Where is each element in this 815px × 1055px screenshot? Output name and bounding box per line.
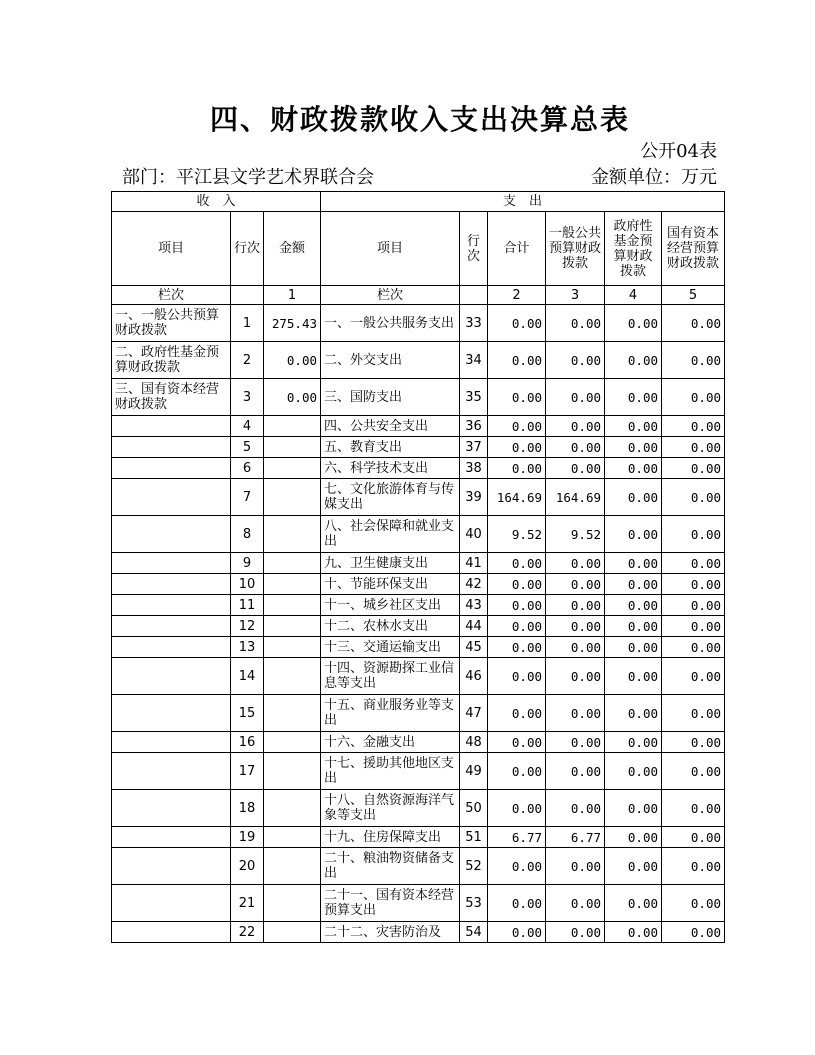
exp-col-label: 栏次 (321, 286, 460, 305)
budget-table (111, 191, 725, 943)
general-budget-amount: 0.00 (546, 658, 605, 695)
general-budget-amount: 0.00 (546, 595, 605, 616)
gov-fund-amount: 0.00 (605, 827, 662, 848)
empty-cell (231, 286, 264, 305)
income-line-no: 8 (231, 516, 264, 553)
total-amount: 0.00 (488, 437, 546, 458)
expense-line-no: 54 (460, 922, 488, 943)
state-capital-amount: 0.00 (662, 637, 725, 658)
expense-item: 十一、城乡社区支出 (321, 595, 460, 616)
income-amount (264, 416, 321, 437)
gov-fund-amount: 0.00 (605, 637, 662, 658)
general-budget-amount: 6.77 (546, 827, 605, 848)
gov-fund-amount: 0.00 (605, 595, 662, 616)
state-capital-amount: 0.00 (662, 458, 725, 479)
income-amount (264, 595, 321, 616)
gov-fund-amount: 0.00 (605, 516, 662, 553)
total-amount: 0.00 (488, 553, 546, 574)
income-amount (264, 458, 321, 479)
expense-item: 十、节能环保支出 (321, 574, 460, 595)
expense-line-no: 48 (460, 732, 488, 753)
income-amount: 0.00 (264, 379, 321, 416)
total-amount: 0.00 (488, 732, 546, 753)
expense-line-no: 46 (460, 658, 488, 695)
expense-line-no: 35 (460, 379, 488, 416)
state-capital-amount: 0.00 (662, 305, 725, 342)
income-line-no: 16 (231, 732, 264, 753)
income-line-no: 1 (231, 305, 264, 342)
state-capital-amount: 0.00 (662, 658, 725, 695)
income-item: 二、政府性基金预算财政拨款 (112, 342, 231, 379)
income-item (112, 922, 231, 943)
total-amount: 0.00 (488, 922, 546, 943)
income-amount (264, 553, 321, 574)
income-amount (264, 790, 321, 827)
table-row (112, 516, 725, 553)
income-line-no: 19 (231, 827, 264, 848)
general-budget-amount: 164.69 (546, 479, 605, 516)
expense-line-no: 39 (460, 479, 488, 516)
general-budget-amount: 0.00 (546, 753, 605, 790)
income-item: 三、国有资本经营财政拨款 (112, 379, 231, 416)
expense-item: 十三、交通运输支出 (321, 637, 460, 658)
income-amount (264, 732, 321, 753)
state-capital-amount: 0.00 (662, 695, 725, 732)
income-item (112, 595, 231, 616)
income-header: 收 入 (112, 192, 321, 212)
state-capital-amount: 0.00 (662, 553, 725, 574)
income-line-no: 22 (231, 922, 264, 943)
expense-line-no: 43 (460, 595, 488, 616)
income-item (112, 637, 231, 658)
gov-fund-amount: 0.00 (605, 658, 662, 695)
table-row (112, 885, 725, 922)
table-row (112, 922, 725, 943)
table-row (112, 458, 725, 479)
state-capital-amount: 0.00 (662, 790, 725, 827)
income-amount: 0.00 (264, 342, 321, 379)
expense-item: 二、外交支出 (321, 342, 460, 379)
expense-header: 支 出 (321, 192, 725, 212)
income-item (112, 437, 231, 458)
expense-line-header: 行次 (460, 212, 488, 286)
general-budget-amount: 0.00 (546, 574, 605, 595)
total-amount: 0.00 (488, 595, 546, 616)
income-line-no: 3 (231, 379, 264, 416)
income-item (112, 848, 231, 885)
col-2: 2 (488, 286, 546, 305)
state-capital-amount: 0.00 (662, 616, 725, 637)
table-row (112, 305, 725, 342)
expense-item: 十七、援助其他地区支出 (321, 753, 460, 790)
income-line-no: 20 (231, 848, 264, 885)
state-capital-amount: 0.00 (662, 479, 725, 516)
income-item (112, 516, 231, 553)
income-item (112, 479, 231, 516)
col-5: 5 (662, 286, 725, 305)
state-capital-amount: 0.00 (662, 437, 725, 458)
income-line-no: 6 (231, 458, 264, 479)
income-line-header: 行次 (231, 212, 264, 286)
expense-line-no: 45 (460, 637, 488, 658)
income-item (112, 616, 231, 637)
income-line-no: 9 (231, 553, 264, 574)
state-capital-amount: 0.00 (662, 732, 725, 753)
table-row (112, 342, 725, 379)
income-item (112, 458, 231, 479)
income-line-no: 21 (231, 885, 264, 922)
income-amount (264, 695, 321, 732)
income-amount (264, 437, 321, 458)
total-amount: 0.00 (488, 379, 546, 416)
general-budget-amount: 9.52 (546, 516, 605, 553)
general-budget-amount: 0.00 (546, 732, 605, 753)
gov-fund-amount: 0.00 (605, 848, 662, 885)
total-amount: 164.69 (488, 479, 546, 516)
gov-fund-amount: 0.00 (605, 479, 662, 516)
state-capital-amount: 0.00 (662, 885, 725, 922)
table-row (112, 732, 725, 753)
expense-line-no: 33 (460, 305, 488, 342)
expense-item: 一、一般公共服务支出 (321, 305, 460, 342)
income-item (112, 827, 231, 848)
gov-fund-amount: 0.00 (605, 885, 662, 922)
expense-item: 五、教育支出 (321, 437, 460, 458)
expense-line-no: 38 (460, 458, 488, 479)
expense-line-no: 47 (460, 695, 488, 732)
unit-label: 金额单位：万元 (591, 167, 717, 188)
expense-item: 九、卫生健康支出 (321, 553, 460, 574)
income-line-no: 17 (231, 753, 264, 790)
col-1: 1 (264, 286, 321, 305)
state-capital-header: 国有资本经营预算财政拨款 (662, 212, 725, 286)
table-row (112, 827, 725, 848)
general-budget-amount: 0.00 (546, 342, 605, 379)
general-budget-amount: 0.00 (546, 437, 605, 458)
general-budget-amount: 0.00 (546, 553, 605, 574)
income-item (112, 885, 231, 922)
table-row (112, 695, 725, 732)
page-title: 四、财政拨款收入支出决算总表 (209, 103, 630, 136)
expense-line-no: 42 (460, 574, 488, 595)
expense-line-no: 34 (460, 342, 488, 379)
income-line-no: 4 (231, 416, 264, 437)
expense-item: 二十二、灾害防治及 (321, 922, 460, 943)
total-amount: 0.00 (488, 637, 546, 658)
table-row (112, 658, 725, 695)
income-item (112, 658, 231, 695)
income-line-no: 7 (231, 479, 264, 516)
table-row (112, 437, 725, 458)
expense-line-no: 44 (460, 616, 488, 637)
expense-line-no: 49 (460, 753, 488, 790)
income-amount: 275.43 (264, 305, 321, 342)
income-amount (264, 637, 321, 658)
general-budget-amount: 0.00 (546, 305, 605, 342)
state-capital-amount: 0.00 (662, 848, 725, 885)
gov-fund-amount: 0.00 (605, 458, 662, 479)
general-budget-amount: 0.00 (546, 922, 605, 943)
total-amount: 0.00 (488, 695, 546, 732)
income-item (112, 574, 231, 595)
state-capital-amount: 0.00 (662, 574, 725, 595)
state-capital-amount: 0.00 (662, 379, 725, 416)
expense-item: 十九、住房保障支出 (321, 827, 460, 848)
state-capital-amount: 0.00 (662, 416, 725, 437)
income-line-no: 15 (231, 695, 264, 732)
general-budget-amount: 0.00 (546, 885, 605, 922)
income-item (112, 753, 231, 790)
col-label: 栏次 (112, 286, 231, 305)
total-amount: 0.00 (488, 848, 546, 885)
empty-cell (460, 286, 488, 305)
income-amount (264, 616, 321, 637)
total-amount: 0.00 (488, 790, 546, 827)
income-line-no: 12 (231, 616, 264, 637)
gov-fund-amount: 0.00 (605, 922, 662, 943)
total-amount: 0.00 (488, 885, 546, 922)
income-item (112, 732, 231, 753)
table-row (112, 616, 725, 637)
income-amount (264, 848, 321, 885)
expense-line-no: 53 (460, 885, 488, 922)
gov-fund-amount: 0.00 (605, 305, 662, 342)
gov-fund-amount: 0.00 (605, 379, 662, 416)
state-capital-amount: 0.00 (662, 753, 725, 790)
expense-line-no: 41 (460, 553, 488, 574)
income-line-no: 2 (231, 342, 264, 379)
gov-fund-amount: 0.00 (605, 732, 662, 753)
income-line-no: 10 (231, 574, 264, 595)
general-budget-amount: 0.00 (546, 695, 605, 732)
table-row (112, 553, 725, 574)
state-capital-amount: 0.00 (662, 595, 725, 616)
expense-item-header: 项目 (321, 212, 460, 286)
form-code: 公开04表 (640, 141, 717, 162)
gov-fund-amount: 0.00 (605, 342, 662, 379)
income-line-no: 18 (231, 790, 264, 827)
income-item (112, 790, 231, 827)
expense-line-no: 50 (460, 790, 488, 827)
total-amount: 0.00 (488, 458, 546, 479)
expense-item: 六、科学技术支出 (321, 458, 460, 479)
total-amount: 0.00 (488, 305, 546, 342)
income-line-no: 5 (231, 437, 264, 458)
general-budget-amount: 0.00 (546, 416, 605, 437)
gov-fund-amount: 0.00 (605, 616, 662, 637)
income-item (112, 695, 231, 732)
expense-item: 十六、金融支出 (321, 732, 460, 753)
state-capital-amount: 0.00 (662, 827, 725, 848)
expense-line-no: 40 (460, 516, 488, 553)
table-row (112, 479, 725, 516)
table-row (112, 790, 725, 827)
total-amount: 0.00 (488, 342, 546, 379)
income-line-no: 11 (231, 595, 264, 616)
expense-line-no: 51 (460, 827, 488, 848)
gov-fund-amount: 0.00 (605, 695, 662, 732)
income-amount (264, 922, 321, 943)
total-amount: 0.00 (488, 574, 546, 595)
expense-item: 十四、资源勘探工业信息等支出 (321, 658, 460, 695)
income-amount (264, 827, 321, 848)
income-amount-header: 金额 (264, 212, 321, 286)
table-row (112, 574, 725, 595)
general-budget-amount: 0.00 (546, 848, 605, 885)
income-amount (264, 516, 321, 553)
income-line-no: 14 (231, 658, 264, 695)
table-row (112, 595, 725, 616)
income-amount (264, 753, 321, 790)
gov-fund-amount: 0.00 (605, 553, 662, 574)
gov-fund-amount: 0.00 (605, 416, 662, 437)
expense-item: 二十一、国有资本经营预算支出 (321, 885, 460, 922)
general-budget-amount: 0.00 (546, 616, 605, 637)
income-amount (264, 479, 321, 516)
total-header: 合计 (488, 212, 546, 286)
table-row (112, 848, 725, 885)
total-amount: 9.52 (488, 516, 546, 553)
expense-item: 四、公共安全支出 (321, 416, 460, 437)
general-budget-header: 一般公共预算财政拨款 (546, 212, 605, 286)
department-label: 部门：平江县文学艺术界联合会 (122, 167, 374, 188)
expense-item: 二十、粮油物资储备支出 (321, 848, 460, 885)
income-item: 一、一般公共预算财政拨款 (112, 305, 231, 342)
gov-fund-amount: 0.00 (605, 753, 662, 790)
total-amount: 0.00 (488, 658, 546, 695)
general-budget-amount: 0.00 (546, 790, 605, 827)
state-capital-amount: 0.00 (662, 922, 725, 943)
expense-line-no: 37 (460, 437, 488, 458)
expense-item: 十八、自然资源海洋气象等支出 (321, 790, 460, 827)
income-line-no: 13 (231, 637, 264, 658)
income-item-header: 项目 (112, 212, 231, 286)
general-budget-amount: 0.00 (546, 458, 605, 479)
table-row (112, 416, 725, 437)
expense-item: 十五、商业服务业等支出 (321, 695, 460, 732)
col-3: 3 (546, 286, 605, 305)
expense-item: 三、国防支出 (321, 379, 460, 416)
gov-fund-amount: 0.00 (605, 790, 662, 827)
expense-line-no: 52 (460, 848, 488, 885)
table-row (112, 379, 725, 416)
income-amount (264, 658, 321, 695)
income-amount (264, 885, 321, 922)
table-row (112, 753, 725, 790)
expense-item: 十二、农林水支出 (321, 616, 460, 637)
income-amount (264, 574, 321, 595)
total-amount: 0.00 (488, 616, 546, 637)
table-row (112, 637, 725, 658)
state-capital-amount: 0.00 (662, 342, 725, 379)
gov-fund-amount: 0.00 (605, 437, 662, 458)
general-budget-amount: 0.00 (546, 637, 605, 658)
gov-fund-header: 政府性基金预算财政拨款 (605, 212, 662, 286)
expense-item: 七、文化旅游体育与传媒支出 (321, 479, 460, 516)
gov-fund-amount: 0.00 (605, 574, 662, 595)
general-budget-amount: 0.00 (546, 379, 605, 416)
total-amount: 0.00 (488, 753, 546, 790)
expense-item: 八、社会保障和就业支出 (321, 516, 460, 553)
income-item (112, 553, 231, 574)
state-capital-amount: 0.00 (662, 516, 725, 553)
total-amount: 6.77 (488, 827, 546, 848)
col-4: 4 (605, 286, 662, 305)
income-item (112, 416, 231, 437)
expense-line-no: 36 (460, 416, 488, 437)
total-amount: 0.00 (488, 416, 546, 437)
